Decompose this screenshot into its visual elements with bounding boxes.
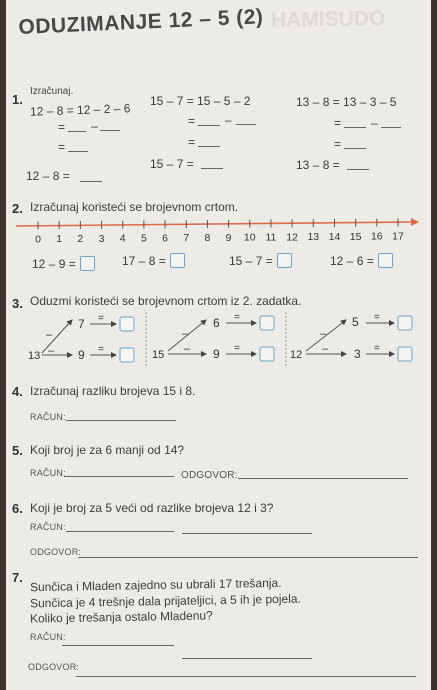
subtraction-diagrams xyxy=(6,308,431,372)
g3-bottom: 3 xyxy=(354,347,361,361)
answer-box[interactable] xyxy=(277,253,292,268)
task1-col1-line2a: = xyxy=(58,120,66,134)
g3-box-top[interactable] xyxy=(398,316,412,330)
task1-col1-line4: 12 – 8 = xyxy=(26,169,70,183)
number-line xyxy=(6,212,431,248)
task5-racun-line[interactable] xyxy=(64,476,174,477)
task5-number: 5. xyxy=(12,443,23,458)
g2-box-top[interactable] xyxy=(260,316,274,330)
tick-label: 5 xyxy=(140,232,147,245)
task3-instruction: Oduzmi koristeći se brojevnom crtom iz 2. zadatka. xyxy=(30,294,302,308)
task7-line1: Sunčica i Mladen zajedno su ubrali 17 trešanja. xyxy=(29,575,282,595)
task6-racun-line[interactable] xyxy=(66,531,174,532)
tick-label: 6 xyxy=(162,232,168,245)
task2-number: 2. xyxy=(12,201,23,216)
number-line-arrow xyxy=(411,218,419,226)
tick-label: 3 xyxy=(98,232,105,245)
task6-racun-line-2[interactable] xyxy=(182,533,312,534)
g3-top: 5 xyxy=(352,315,359,329)
task1-col1-line3: = xyxy=(58,140,66,154)
tick-label: 13 xyxy=(307,231,320,244)
task1-col3-line2b: – xyxy=(371,116,378,130)
tick-label: 2 xyxy=(77,233,84,246)
g3-minus-top: – xyxy=(320,328,327,340)
task5-text: Koji broj je za 6 manji od 14? xyxy=(30,443,185,457)
task6-odgovor-line[interactable] xyxy=(78,557,418,558)
task2-expr2 xyxy=(122,252,185,270)
number-line-axis xyxy=(16,222,411,226)
answer-box[interactable] xyxy=(80,256,95,271)
task1-col2-line1: 15 – 7 = 15 – 5 – 2 xyxy=(150,94,251,108)
answer-box[interactable] xyxy=(378,253,393,268)
tick-label: 0 xyxy=(35,233,41,246)
task7-number: 7. xyxy=(12,570,23,585)
g1-eq-top: = xyxy=(98,313,104,324)
task4-racun-line[interactable] xyxy=(66,420,176,421)
g1-top: 7 xyxy=(78,317,85,331)
task7-odgovor-line[interactable] xyxy=(76,676,416,677)
tick-label: 11 xyxy=(265,231,277,244)
g2-minus-bottom: – xyxy=(184,343,191,355)
g2-eq-bottom: = xyxy=(234,343,240,354)
task6-odgovor-label: ODGOVOR: xyxy=(30,547,82,557)
workbook-page xyxy=(6,0,431,690)
task1-col1-line1: 12 – 8 = 12 – 2 – 6 xyxy=(29,101,131,119)
task7-line2: Sunčica je 4 trešnje dala prijateljici, a 5 ih je pojela. xyxy=(29,591,301,611)
task4-number: 4. xyxy=(12,384,23,399)
g1-bottom: 9 xyxy=(78,348,85,362)
task4-text: Izračunaj razliku brojeva 15 i 8. xyxy=(30,384,196,398)
tick-label: 15 xyxy=(349,230,362,243)
g1-box-top[interactable] xyxy=(120,317,134,331)
g1-minus-bottom: – xyxy=(48,345,55,357)
g2-start: 15 xyxy=(152,349,165,361)
task1-col2-line2b: – xyxy=(225,113,232,127)
task7-racun-line-2[interactable] xyxy=(182,658,312,659)
task6-number: 6. xyxy=(12,501,23,516)
g1-box-bottom[interactable] xyxy=(120,348,134,362)
task1-col3-line3: = xyxy=(334,137,342,151)
task1-col3-line4: 13 – 8 = xyxy=(296,158,340,172)
task7-line3: Koliko je trešanja ostalo Mladenu? xyxy=(29,608,213,626)
answer-box[interactable] xyxy=(170,253,185,268)
task1-col3-line2a: = xyxy=(334,116,342,130)
task2-expr3-text: 15 – 7 = xyxy=(229,254,273,268)
task2-expr2-text: 17 – 8 = xyxy=(122,254,166,268)
ghost-title: HAMISUDO xyxy=(270,7,386,32)
g3-eq-bottom: = xyxy=(374,343,380,354)
task1-number: 1. xyxy=(12,92,23,107)
task2-expr1 xyxy=(32,255,95,273)
task7-racun-line[interactable] xyxy=(62,645,174,646)
task7-odgovor-label: ODGOVOR: xyxy=(28,662,80,672)
g2-bottom: 9 xyxy=(213,347,220,361)
task1-instruction: Izračunaj. xyxy=(30,86,74,97)
task1-col3-line1: 13 – 8 = 13 – 3 – 5 xyxy=(296,95,397,109)
task6-text: Koji je broj za 5 veći od razlike brojeva 12 i 3? xyxy=(30,501,274,515)
g1-eq-bottom: = xyxy=(98,344,104,355)
task5-racun-label: RAČUN: xyxy=(30,468,66,478)
tick-label: 14 xyxy=(328,230,341,243)
g2-minus-top: – xyxy=(182,328,189,340)
task1-col2-line3: = xyxy=(188,135,196,149)
task2-expr3 xyxy=(229,252,292,270)
tick-label: 9 xyxy=(225,231,232,244)
tick-label: 8 xyxy=(204,231,211,244)
task7-racun-label: RAČUN: xyxy=(30,632,66,642)
tick-label: 1 xyxy=(56,233,63,246)
tick-label: 4 xyxy=(119,232,126,245)
task1-col2-line4: 15 – 7 = xyxy=(150,157,194,171)
page-title: ODUZIMANJE 12 – 5 (2) xyxy=(18,5,264,39)
tick-label: 16 xyxy=(370,230,383,243)
task2-expr4 xyxy=(330,252,393,270)
tick-label: 10 xyxy=(243,231,256,244)
tick-label: 12 xyxy=(286,231,298,244)
task6-racun-label: RAČUN: xyxy=(30,522,66,532)
task1-col1-line2b: – xyxy=(91,119,98,133)
tick-label: 7 xyxy=(183,232,190,245)
task2-instruction: Izračunaj koristeći se brojevnom crtom. xyxy=(30,200,239,214)
task1-col2-line2a: = xyxy=(188,114,196,128)
g2-eq-top: = xyxy=(234,312,240,323)
tick-label: 17 xyxy=(392,230,404,243)
g2-box-bottom[interactable] xyxy=(260,347,274,361)
g1-start: 13 xyxy=(28,350,41,362)
g3-minus-bottom: – xyxy=(322,343,329,355)
task2-expr1-text: 12 – 9 = xyxy=(32,257,76,271)
task4-racun-label: RAČUN: xyxy=(30,412,66,422)
task2-expr4-text: 12 – 6 = xyxy=(330,254,374,268)
task5-odgovor-label: ODGOVOR: xyxy=(181,470,238,481)
g3-start: 12 xyxy=(290,349,303,361)
g1-minus-top: – xyxy=(46,329,53,341)
task3-number: 3. xyxy=(12,296,23,311)
task5-odgovor-line[interactable] xyxy=(238,478,408,479)
g3-eq-top: = xyxy=(374,312,380,323)
g2-top: 6 xyxy=(213,316,220,330)
g3-box-bottom[interactable] xyxy=(398,347,412,361)
